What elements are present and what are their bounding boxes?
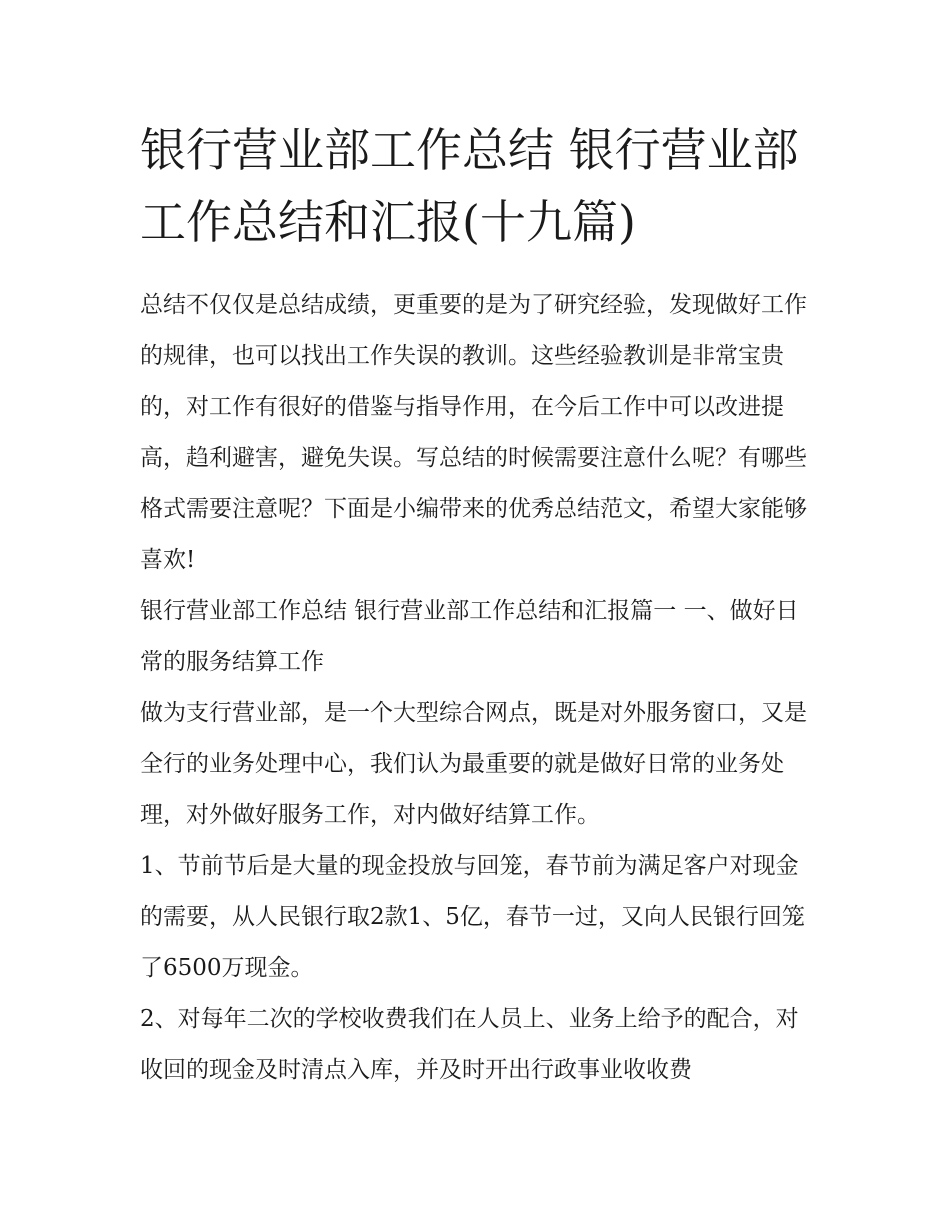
document-title: 银行营业部工作总结 银行营业部工作总结和汇报(十九篇) xyxy=(140,123,799,249)
intro-paragraph: 总结不仅仅是总结成绩，更重要的是为了研究经验，发现做好工作的规律，也可以找出工作失误的教训。这些经验教训是非常宝贵的，对工作有很好的借鉴与指导作用，在今后工作中可以改进提高，趋利避害，避免失误。写总结的时候需要注意什么呢？有哪些格式需要注意呢？下面是小编带来的优秀总结范文，希望大家能够喜欢! xyxy=(140,292,807,573)
section-heading: 银行营业部工作总结 银行营业部工作总结和汇报篇一 一、做好日常的服务结算工作 xyxy=(140,598,799,675)
list-item-2: 2、对每年二次的学校收费我们在人员上、业务上给予的配合，对收回的现金及时清点入库，并及时开出行政事业收收费 xyxy=(140,1006,799,1083)
document-page xyxy=(140,114,815,1096)
body-paragraph: 做为支行营业部，是一个大型综合网点，既是对外服务窗口，又是全行的业务处理中心，我们认为最重要的就是做好日常的业务处理，对外做好服务工作，对内做好结算工作。 xyxy=(140,700,807,828)
list-item-1: 1、节前节后是大量的现金投放与回笼，春节前为满足客户对现金的需要，从人民银行取2款1、5亿，春节一过，又向人民银行回笼了6500万现金。 xyxy=(140,853,805,981)
